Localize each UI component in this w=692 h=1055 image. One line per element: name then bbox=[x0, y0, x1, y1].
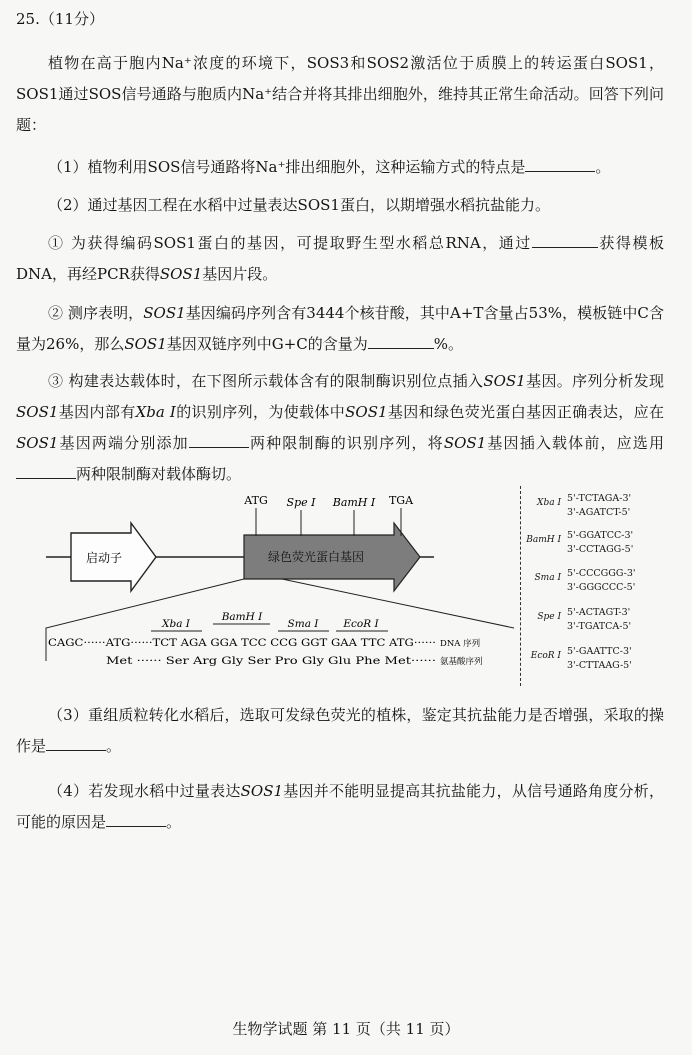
enzyme-name: Xba I bbox=[537, 498, 561, 508]
enzyme-seq-bottom: 3'-AGATCT-5' bbox=[567, 507, 631, 518]
spe-label: Spe I bbox=[286, 496, 316, 509]
answer-blank-1[interactable] bbox=[525, 156, 595, 172]
enzyme-row bbox=[521, 643, 671, 677]
sub-question-2-2: ② 测序表明，SOS1基因编码序列含有3444个核苷酸，其中A+T含量占53%，模板链中C含量为26%，那么SOS1基因双链序列中G+C的含量为 %。 bbox=[16, 304, 664, 353]
sub-question-2: （2）通过基因工程在水稻中过量表达SOS1蛋白，以期增强水稻抗盐能力。 bbox=[48, 196, 550, 214]
enzyme-recognition-table bbox=[520, 486, 671, 686]
sma-site-label: Sma I bbox=[287, 618, 319, 630]
enzyme-seq-bottom: 3'-CTTAAG-5' bbox=[567, 660, 632, 671]
page-footer: 生物学试题 第 11 页（共 11 页） bbox=[232, 1020, 460, 1038]
enzyme-name: BamH I bbox=[526, 535, 561, 545]
gfp-gene-label: 绿色荧光蛋白基因 bbox=[267, 550, 365, 564]
enzyme-name: Sma I bbox=[534, 573, 561, 583]
enzyme-seq-top: 5'-ACTAGT-3' bbox=[567, 607, 631, 618]
bamh-label: BamH I bbox=[332, 496, 376, 509]
atg-label: ATG bbox=[244, 494, 268, 507]
enzyme-seq-top: 5'-CCCGGG-3' bbox=[567, 568, 636, 579]
enzyme-row bbox=[521, 565, 671, 599]
sub-question-3: （3）重组质粒转化水稻后，选取可发绿色荧光的植株，鉴定其抗盐能力是否增强，采取的操作是 。 bbox=[16, 706, 664, 755]
vector-diagram bbox=[16, 486, 516, 686]
enzyme-seq-bottom: 3'-GGGCCC-5' bbox=[567, 582, 636, 593]
enzyme-row bbox=[521, 527, 671, 561]
amino-acid-sequence: Met ······ Ser Arg Gly Ser Pro Gly Glu Phe Met······ bbox=[106, 655, 436, 667]
enzyme-name: Spe I bbox=[537, 612, 561, 622]
promoter-label: 启动子 bbox=[85, 551, 123, 565]
answer-blank-3[interactable] bbox=[46, 735, 106, 751]
enzyme-seq-top: 5'-GGATCC-3' bbox=[567, 530, 634, 541]
enzyme-seq-bottom: 3'-TGATCA-5' bbox=[567, 621, 632, 632]
dna-label: DNA 序列 bbox=[440, 639, 481, 649]
sub-question-4: （4）若发现水稻中过量表达SOS1基因并不能明显提高其抗盐能力，从信号通路角度分析，可能的原因是 。 bbox=[16, 782, 664, 831]
answer-blank-2-2[interactable] bbox=[368, 333, 434, 349]
amino-acid-label: 氨基酸序列 bbox=[440, 657, 483, 667]
question-intro: 植物在高于胞内Na⁺浓度的环境下，SOS3和SOS2激活位于质膜上的转运蛋白SOS1，SOS1通过SOS信号通路与胞质内Na⁺结合并将其排出细胞外，维持其正常生命活动。回答下列问题： bbox=[16, 54, 664, 134]
dna-sequence: CAGC······ATG······TCT AGA GGA TCC CCG GGT GAA TTC ATG······ bbox=[48, 637, 436, 649]
sub-question-2-3: ③ 构建表达载体时，在下图所示载体含有的限制酶识别位点插入SOS1基因。序列分析发现SOS1基因内部有Xba I的识别序列，为使载体中SOS1基因和绿色荧光蛋白基因正确表达，应在SOS1基因两端分别添加 两种限制酶的识别序列，将SOS1基因插入载体前，应选用两种限制酶对载体酶切。 bbox=[16, 372, 664, 483]
enzyme-name: EcoR I bbox=[530, 651, 561, 661]
enzyme-seq-top: 5'-GAATTC-3' bbox=[567, 646, 632, 657]
answer-blank-4[interactable] bbox=[106, 811, 166, 827]
enzyme-seq-bottom: 3'-CCTAGG-5' bbox=[567, 544, 634, 555]
bamh-site-label: BamH I bbox=[221, 611, 263, 623]
answer-blank-2-3a[interactable] bbox=[189, 432, 249, 448]
enzyme-seq-top: 5'-TCTAGA-3' bbox=[567, 493, 632, 504]
tga-label: TGA bbox=[388, 494, 414, 507]
answer-blank-2-3b[interactable] bbox=[16, 463, 76, 479]
sub-question-2-1: ① 为获得编码SOS1蛋白的基因，可提取野生型水稻总RNA，通过 获得模板DNA，再经PCR获得SOS1基因片段。 bbox=[16, 234, 664, 283]
xba-site-label: Xba I bbox=[162, 618, 190, 630]
enzyme-row bbox=[521, 490, 671, 524]
sub-question-1: （1）植物利用SOS信号通路将Na⁺排出细胞外，这种运输方式的特点是 。 bbox=[48, 158, 611, 176]
question-number: 25.（11分） bbox=[16, 10, 104, 28]
answer-blank-2-1[interactable] bbox=[532, 232, 598, 248]
ecor-site-label: EcoR I bbox=[343, 618, 379, 630]
enzyme-row bbox=[521, 604, 671, 638]
